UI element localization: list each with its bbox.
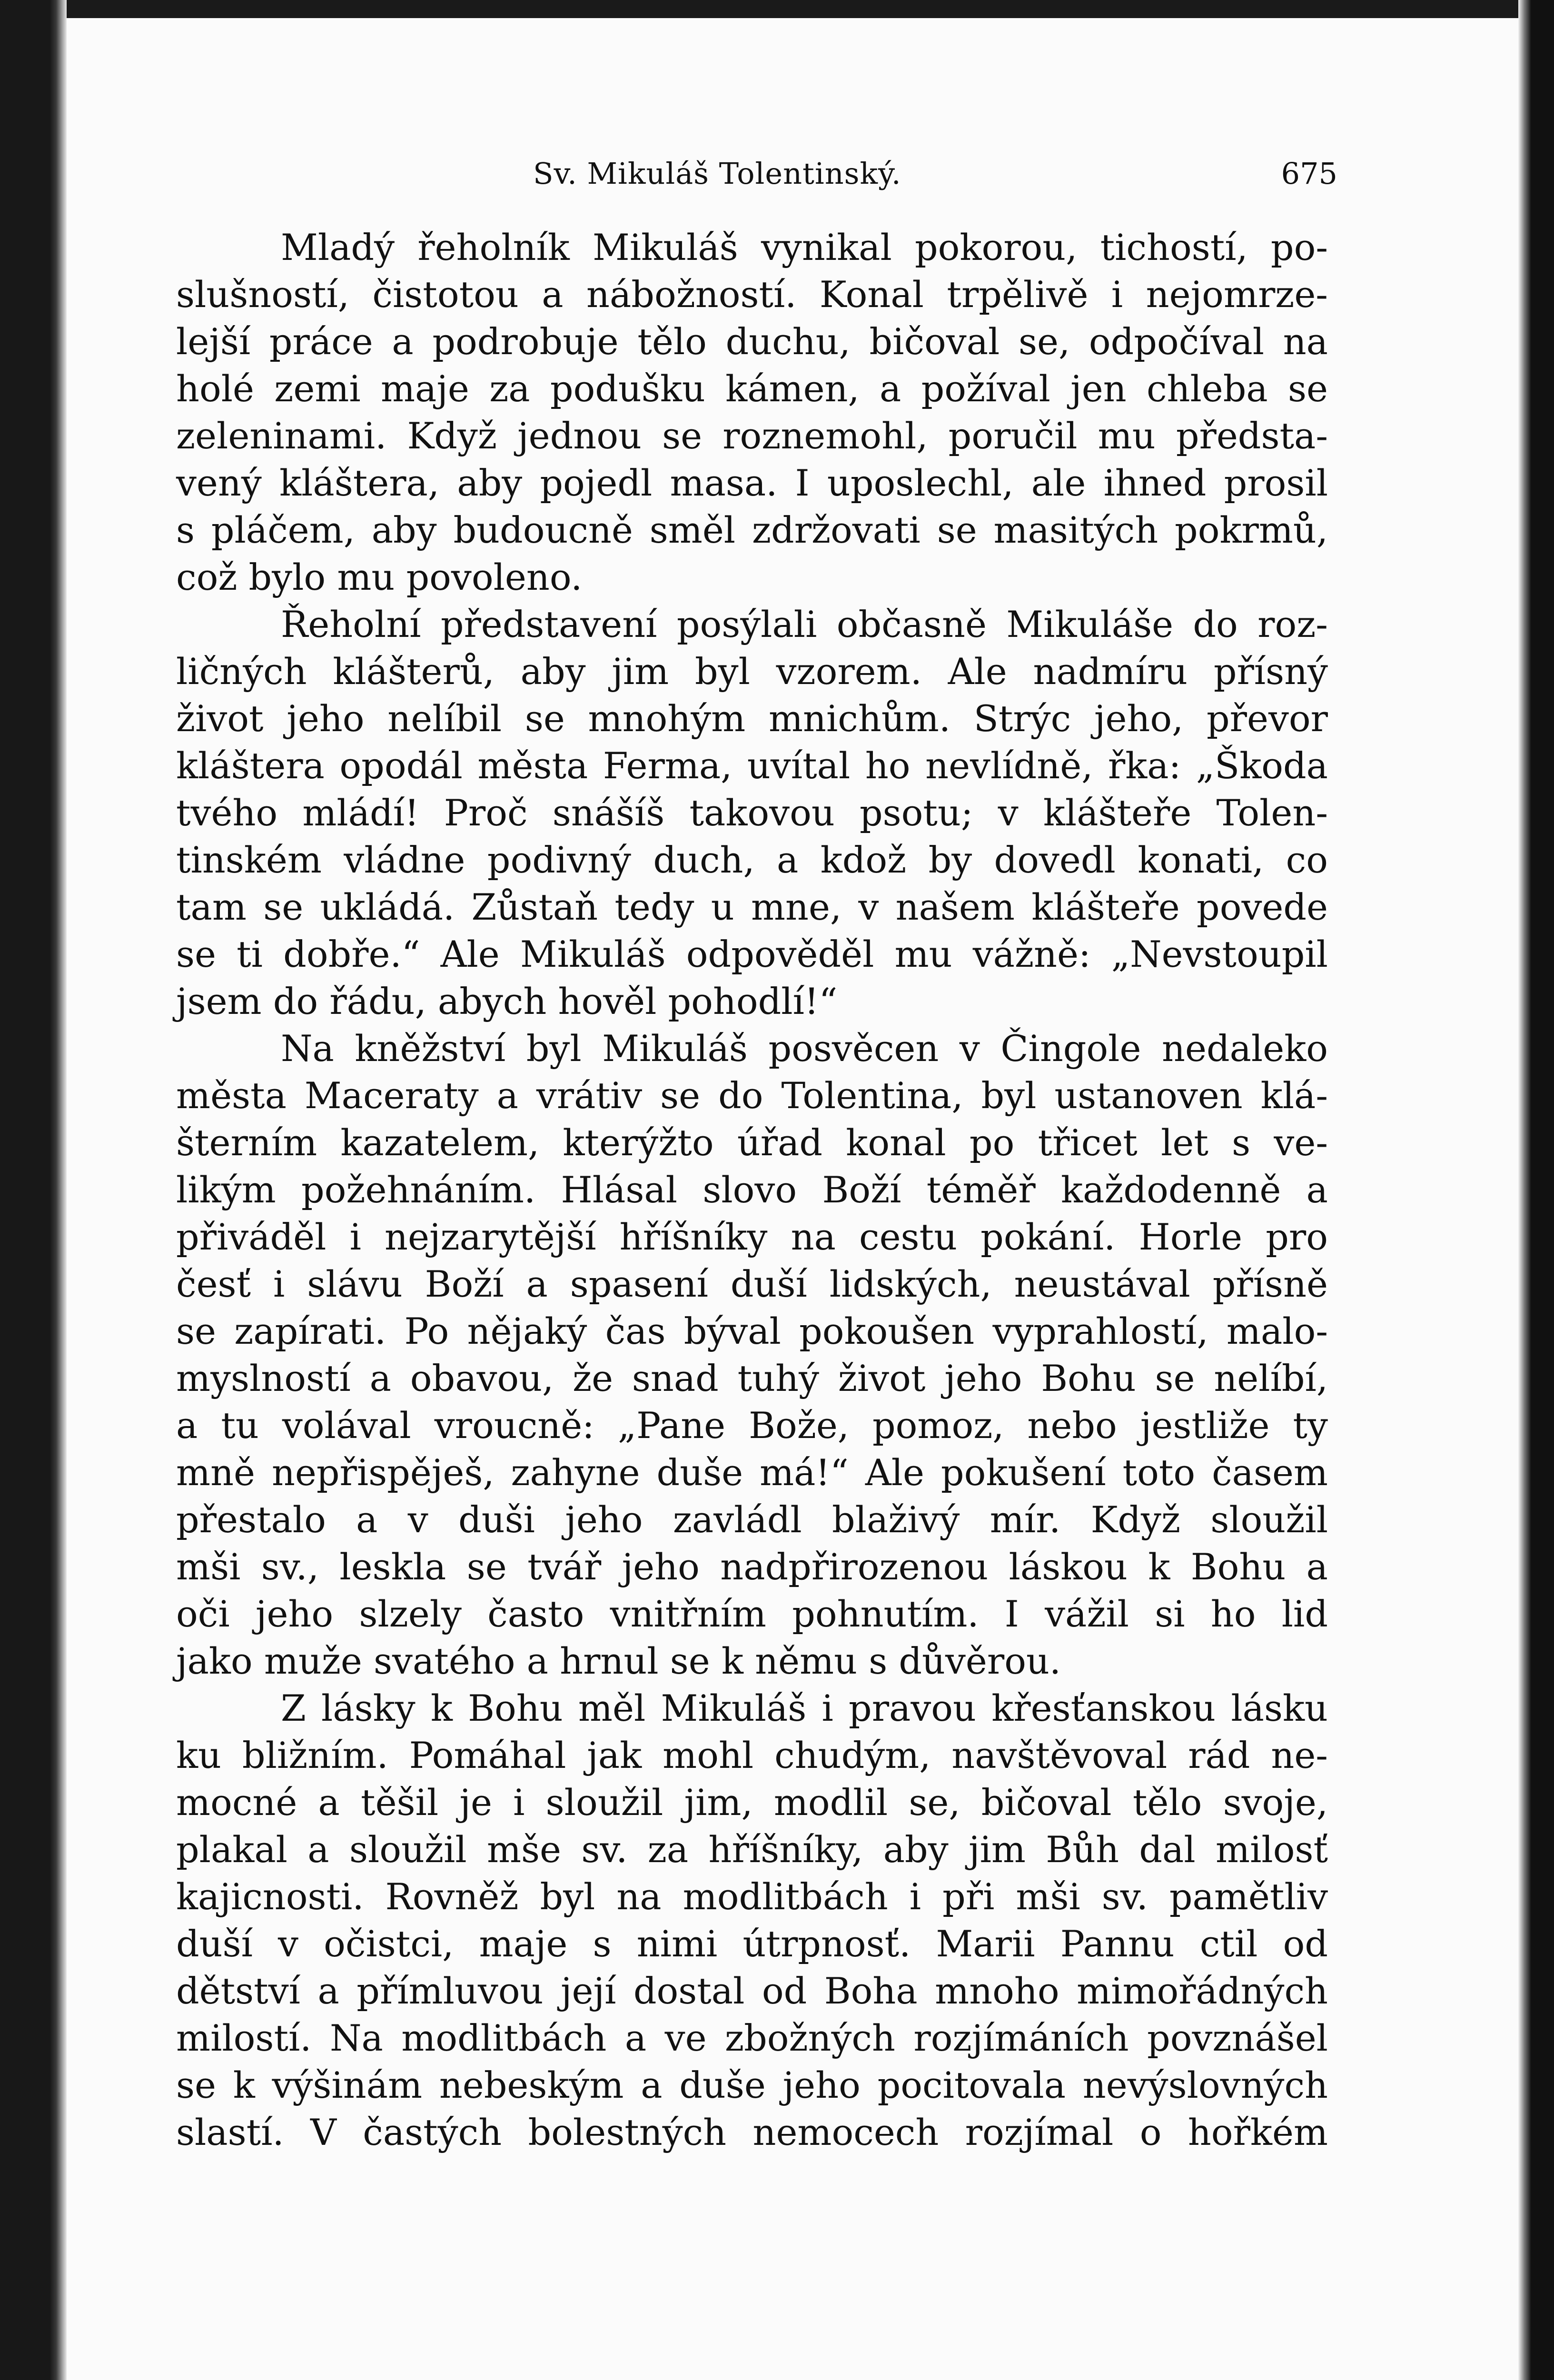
text-line: mně nepřispěješ, zahyne duše má!“ Ale pokušení toto časem: [176, 1451, 1328, 1494]
text-line: ku bližním. Pomáhal jak mohl chudým, navštěvoval rád ne-: [176, 1734, 1328, 1776]
text-line: mocné a těšil je i sloužil jim, modlil se, bičoval tělo svoje,: [176, 1781, 1328, 1824]
text-line: se ti dobře.“ Ale Mikuláš odpověděl mu vážně: „Nevstoupil: [176, 933, 1328, 975]
text-line: tvého mládí! Proč snášíš takovou psotu; v klášteře Tolen-: [176, 792, 1328, 834]
text-line: ličných klášterů, aby jim byl vzorem. Ale nadmíru přísný: [176, 650, 1328, 693]
scan-edge-left: [0, 0, 67, 2380]
text-line: s pláčem, aby budoucně směl zdržovati se masitých pokrmů,: [176, 509, 1328, 551]
text-line: města Maceraty a vrátiv se do Tolentina, byl ustanoven klá-: [176, 1074, 1328, 1117]
text-line: tinském vládne podivný duch, a kdož by dovedl konati, co: [176, 839, 1328, 881]
text-line: a tu volával vroucně: „Pane Bože, pomoz, nebo jestliže ty: [176, 1404, 1328, 1447]
text-line: duší v očistci, maje s nimi útrpnosť. Marii Pannu ctil od: [176, 1923, 1328, 1965]
text-line: šterním kazatelem, kterýžto úřad konal po třicet let s ve-: [176, 1121, 1328, 1164]
text-line: holé zemi maje za podušku kámen, a požíval jen chleba se: [176, 367, 1328, 410]
text-line: Z lásky k Bohu měl Mikuláš i pravou křesťanskou lásku: [281, 1687, 1328, 1729]
text-line: vený kláštera, aby pojedl masa. I uposlechl, ale ihned prosil: [176, 462, 1328, 504]
text-line: kláštera opodál města Ferma, uvítal ho nevlídně, řka: „Škoda: [176, 744, 1328, 787]
text-line: což bylo mu povoleno.: [176, 556, 583, 598]
text-line: jako muže svatého a hrnul se k němu s důvěrou.: [176, 1640, 1061, 1682]
text-line: myslností a obavou, že snad tuhý život jeho Bohu se nelíbí,: [176, 1357, 1328, 1399]
scan-edge-right: [1518, 0, 1554, 2380]
text-line: se zapírati. Po nějaký čas býval pokoušen vyprahlostí, malo-: [176, 1310, 1328, 1352]
text-line: slastí. V častých bolestných nemocech rozjímal o hořkém: [176, 2111, 1328, 2153]
running-head: Sv. Mikuláš Tolentinský.: [533, 156, 901, 191]
text-line: život jeho nelíbil se mnohým mnichům. Strýc jeho, převor: [176, 697, 1328, 740]
text-line: česť i slávu Boží a spasení duší lidských, neustával přísně: [176, 1263, 1328, 1305]
text-line: Mladý řeholník Mikuláš vynikal pokorou, tichostí, po-: [281, 226, 1328, 268]
text-line: milostí. Na modlitbách a ve zbožných rozjímáních povznášel: [176, 2017, 1328, 2059]
text-line: přiváděl i nejzarytější hříšníky na cestu pokání. Horle pro: [176, 1216, 1328, 1258]
text-line: přestalo a v duši jeho zavládl blaživý mír. Když sloužil: [176, 1498, 1328, 1541]
text-line: lejší práce a podrobuje tělo duchu, bičoval se, odpočíval na: [176, 320, 1328, 363]
body-text: [176, 224, 1328, 2156]
text-line: Na kněžství byl Mikuláš posvěcen v Čingole nedaleko: [281, 1027, 1328, 1070]
page-header: [176, 143, 1337, 209]
page-number: 675: [1281, 156, 1337, 191]
text-line: Řeholní představení posýlali občasně Mikuláše do roz-: [281, 603, 1328, 645]
text-line: oči jeho slzely často vnitřním pohnutím. I vážil si ho lid: [176, 1593, 1328, 1635]
text-line: dětství a přímluvou její dostal od Boha mnoho mimořádných: [176, 1970, 1328, 2012]
text-line: plakal a sloužil mše sv. za hříšníky, aby jim Bůh dal milosť: [176, 1828, 1328, 1871]
text-line: slušností, čistotou a nábožností. Konal trpělivě i nejomrze-: [176, 273, 1328, 316]
text-line: jsem do řádu, abych hověl pohodlí!“: [176, 980, 838, 1022]
text-line: likým požehnáním. Hlásal slovo Boží téměř každodenně a: [176, 1169, 1328, 1211]
text-line: kajicnosti. Rovněž byl na modlitbách i při mši sv. pamětliv: [176, 1875, 1328, 1918]
text-line: tam se ukládá. Zůstaň tedy u mne, v našem klášteře povede: [176, 886, 1328, 928]
text-line: zeleninami. Když jednou se roznemohl, poručil mu předsta-: [176, 415, 1328, 457]
text-line: se k výšinám nebeským a duše jeho pocitovala nevýslovných: [176, 2064, 1328, 2106]
scan-edge-top: [0, 0, 1554, 18]
text-line: mši sv., leskla se tvář jeho nadpřirozenou láskou k Bohu a: [176, 1546, 1328, 1588]
